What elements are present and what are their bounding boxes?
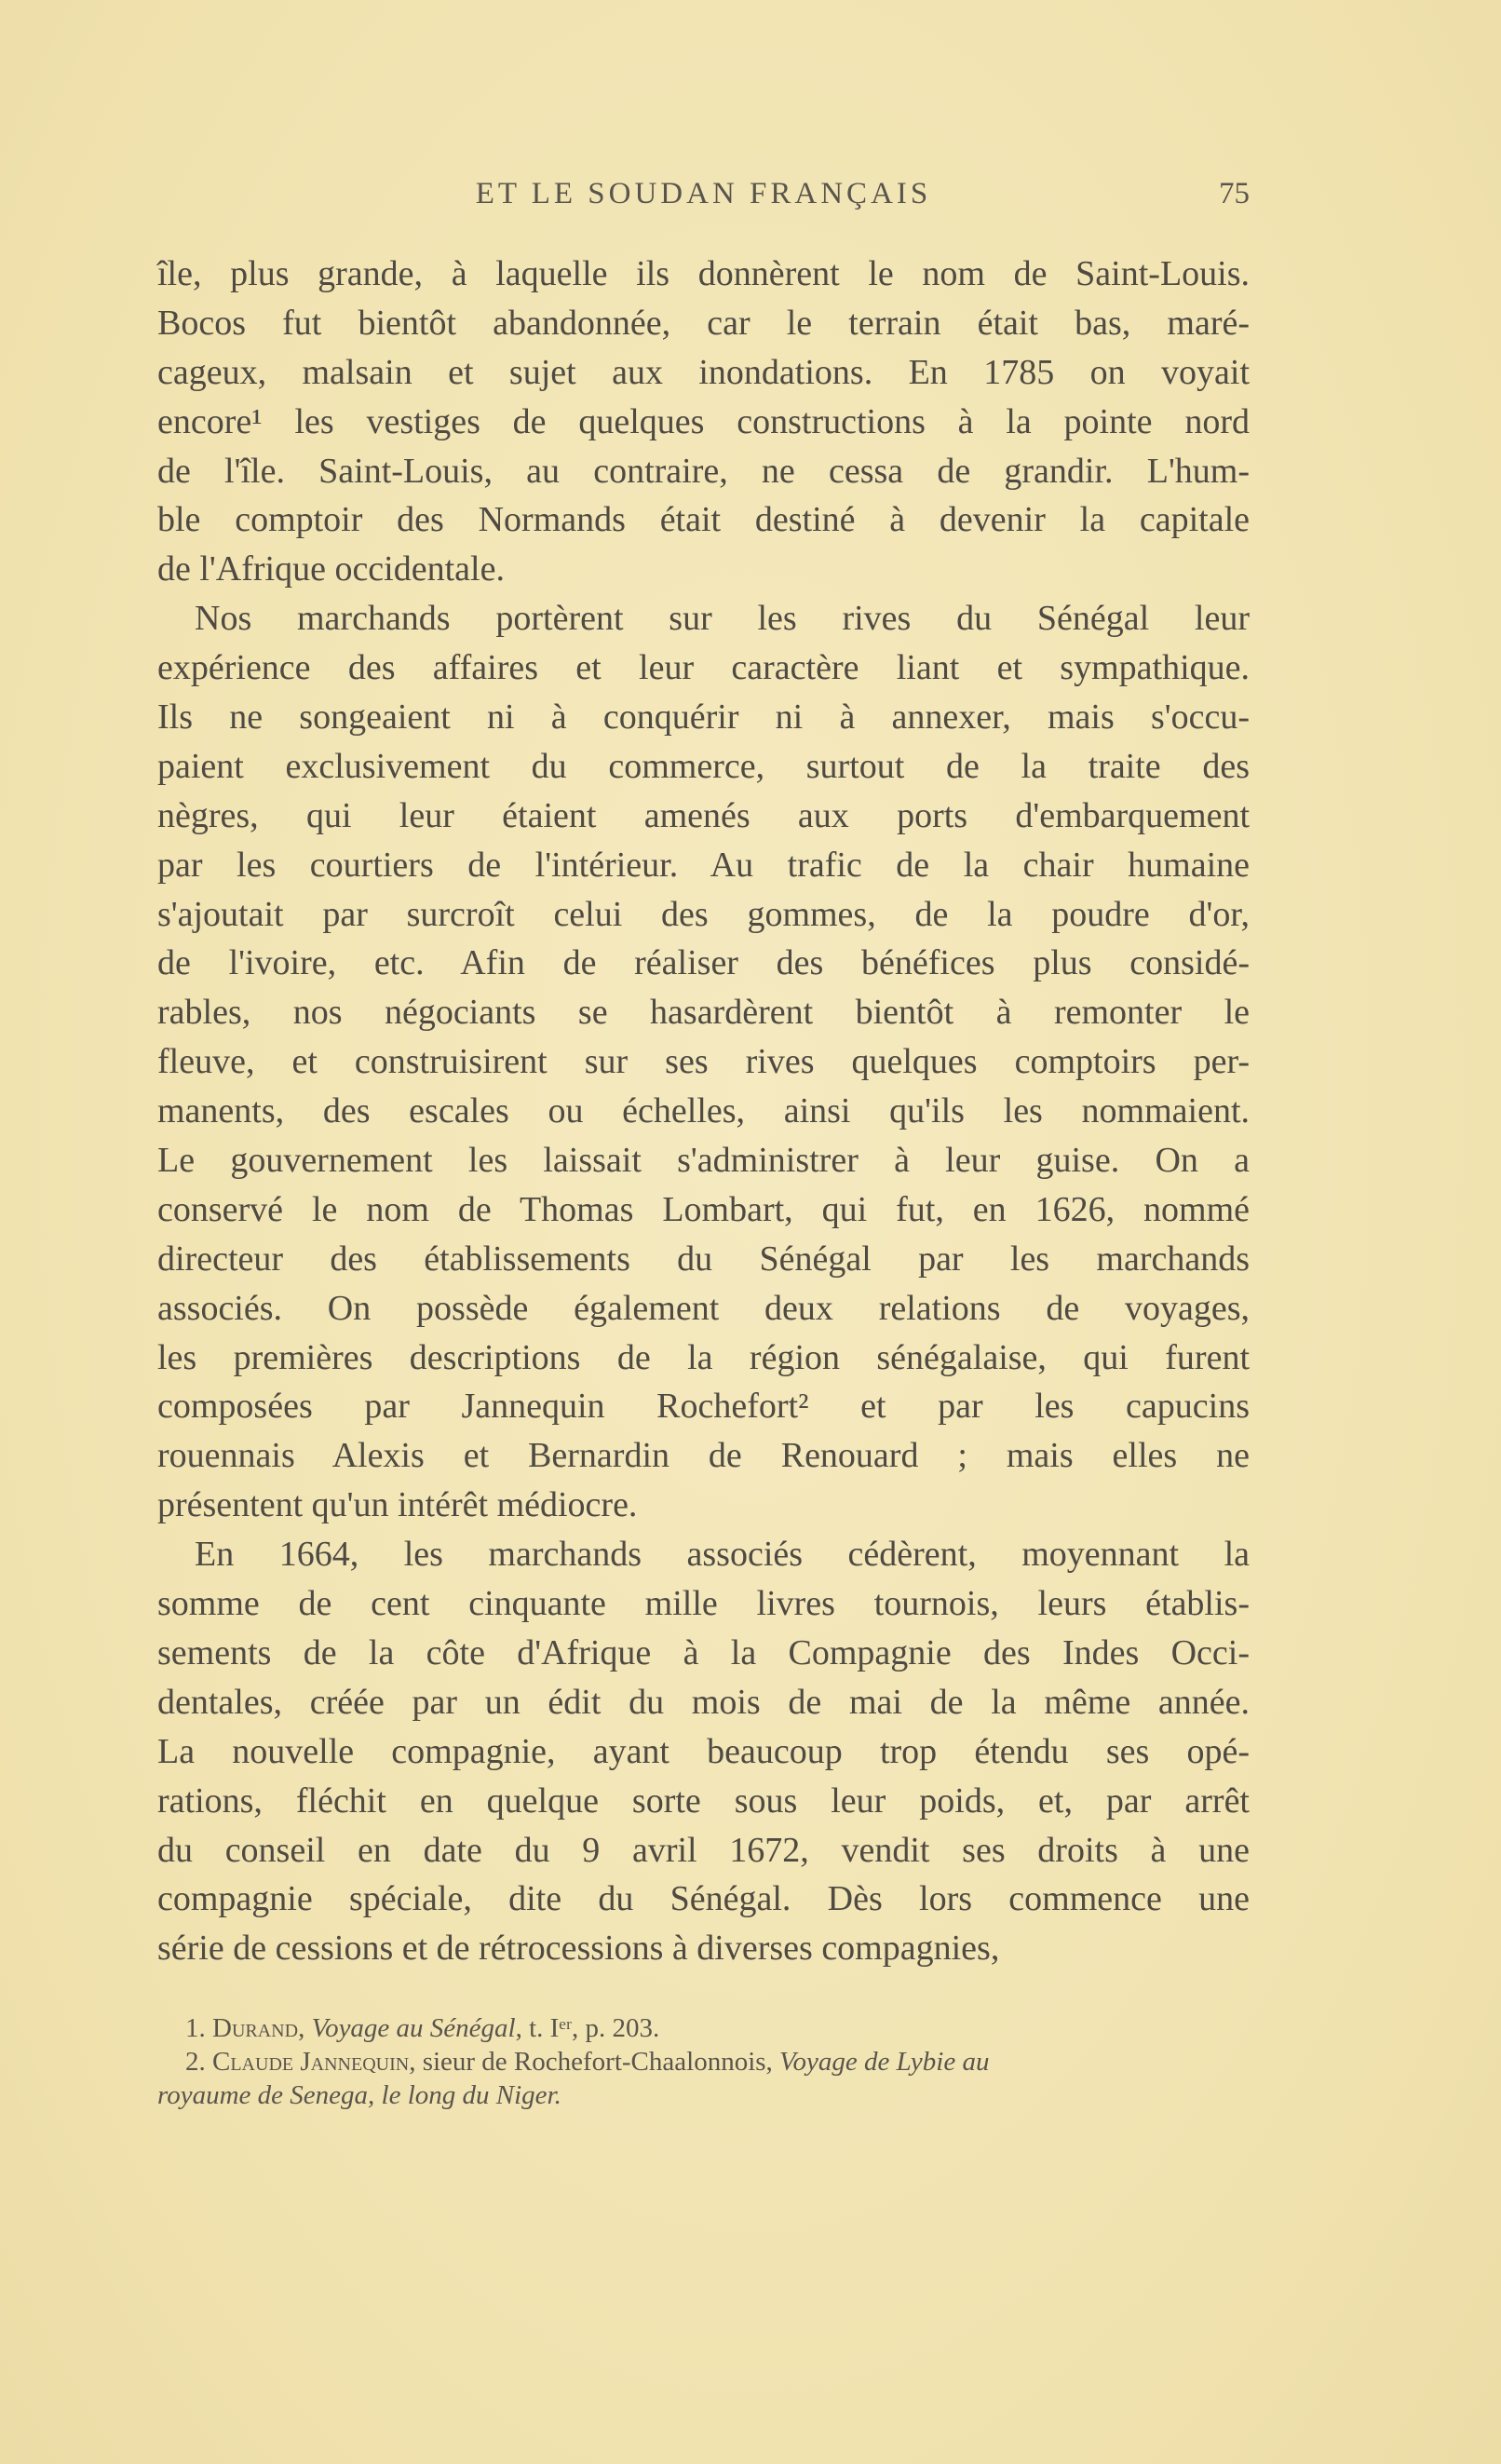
text-line: de l'ivoire, etc. Afin de réaliser des bénéfices plus considé- — [157, 943, 1250, 983]
footnote-text: , t. Iᵉʳ, p. 203. — [515, 2013, 660, 2043]
footnote-title: Voyage de Lybie au — [779, 2047, 990, 2077]
text-line: du conseil en date du 9 avril 1672, vendit ses droits à une — [157, 1830, 1250, 1870]
body-text — [157, 250, 1250, 1973]
text-line: Ils ne songeaient ni à conquérir ni à annexer, mais s'occu- — [157, 697, 1250, 738]
running-title: ET LE SOUDAN FRANÇAIS — [475, 177, 932, 210]
footnote-2 — [157, 2045, 1250, 2078]
text-line: La nouvelle compagnie, ayant beaucoup trop étendu ses opé- — [157, 1731, 1250, 1771]
text-line: En 1664, les marchands associés cédèrent, moyennant la — [195, 1535, 1250, 1575]
footnote-title: Voyage au Sénégal — [311, 2013, 516, 2043]
page-number: 75 — [1219, 177, 1250, 210]
text-line: encore¹ les vestiges de quelques constructions à la pointe nord — [157, 401, 1250, 441]
text-line: nègres, qui leur étaient amenés aux ports d'embarquement — [157, 795, 1250, 835]
text-line: expérience des affaires et leur caractère liant et sympathique. — [157, 648, 1250, 688]
footnote-text: , — [298, 2013, 312, 2043]
text-line: manents, des escales ou échelles, ainsi qu'ils les nommaient. — [157, 1091, 1250, 1131]
footnote-author: Durand — [212, 2013, 299, 2043]
footnote-1 — [157, 2011, 1250, 2045]
text-line: de l'Afrique occidentale. — [157, 549, 505, 589]
text-line: fleuve, et construisirent sur ses rives quelques comptoirs per- — [157, 1042, 1250, 1082]
text-line: rations, fléchit en quelque sorte sous leur poids, et, par arrêt — [157, 1780, 1250, 1821]
text-line: île, plus grande, à laquelle ils donnèrent le nom de Saint-Louis. — [157, 254, 1250, 293]
text-line: associés. On possède également deux relations de voyages, — [157, 1288, 1250, 1328]
text-line: sements de la côte d'Afrique à la Compagnie des Indes Occi- — [157, 1632, 1250, 1672]
text-line: série de cessions et de rétrocessions à diverses compagnies, — [157, 1929, 1000, 1969]
footnote-number: 2. — [185, 2047, 212, 2077]
text-line: de l'île. Saint-Louis, au contraire, ne cessa de grandir. L'hum- — [157, 451, 1250, 491]
text-line: directeur des établissements du Sénégal par les marchands — [157, 1239, 1250, 1279]
text-line: somme de cent cinquante mille livres tournois, leurs établis- — [157, 1584, 1250, 1624]
footnote-number: 1. — [185, 2013, 212, 2043]
text-line: Le gouvernement les laissait s'administrer à leur guise. On a — [157, 1141, 1250, 1181]
page-header — [157, 177, 1250, 222]
text-line: composées par Jannequin Rochefort² et par les capucins — [157, 1387, 1250, 1427]
text-line: Bocos fut bientôt abandonnée, car le terrain était bas, maré- — [157, 303, 1250, 343]
footnote-title: royaume de Senega, le long du Niger. — [157, 2080, 561, 2110]
text-line: conservé le nom de Thomas Lombart, qui fut, en 1626, nommé — [157, 1189, 1250, 1229]
text-line: Nos marchands portèrent sur les rives du Sénégal leur — [195, 599, 1250, 639]
footnote-author: Claude Jannequin — [212, 2047, 410, 2077]
footnote-text: , sieur de Rochefort-Chaalonnois, — [409, 2047, 780, 2077]
text-line: rables, nos négociants se hasardèrent bientôt à remonter le — [157, 993, 1250, 1033]
text-line: rouennais Alexis et Bernardin de Renouard ; mais elles ne — [157, 1436, 1250, 1476]
footnote-2-continued — [157, 2078, 1250, 2112]
text-line: ble comptoir des Normands était destiné à devenir la capitale — [157, 500, 1250, 540]
text-line: présentent qu'un intérêt médiocre. — [157, 1485, 638, 1525]
footnotes — [157, 2011, 1250, 2112]
text-line: les premières descriptions de la région sénégalaise, qui furent — [157, 1337, 1250, 1377]
text-line: par les courtiers de l'intérieur. Au trafic de la chair humaine — [157, 845, 1250, 885]
text-line: paient exclusivement du commerce, surtout de la traite des — [157, 746, 1250, 786]
text-line: compagnie spéciale, dite du Sénégal. Dès lors commence une — [157, 1879, 1250, 1919]
text-line: dentales, créée par un édit du mois de mai de la même année. — [157, 1682, 1250, 1722]
text-line: s'ajoutait par surcroît celui des gommes, de la poudre d'or, — [157, 894, 1250, 934]
text-line: cageux, malsain et sujet aux inondations. En 1785 on voyait — [157, 352, 1250, 392]
